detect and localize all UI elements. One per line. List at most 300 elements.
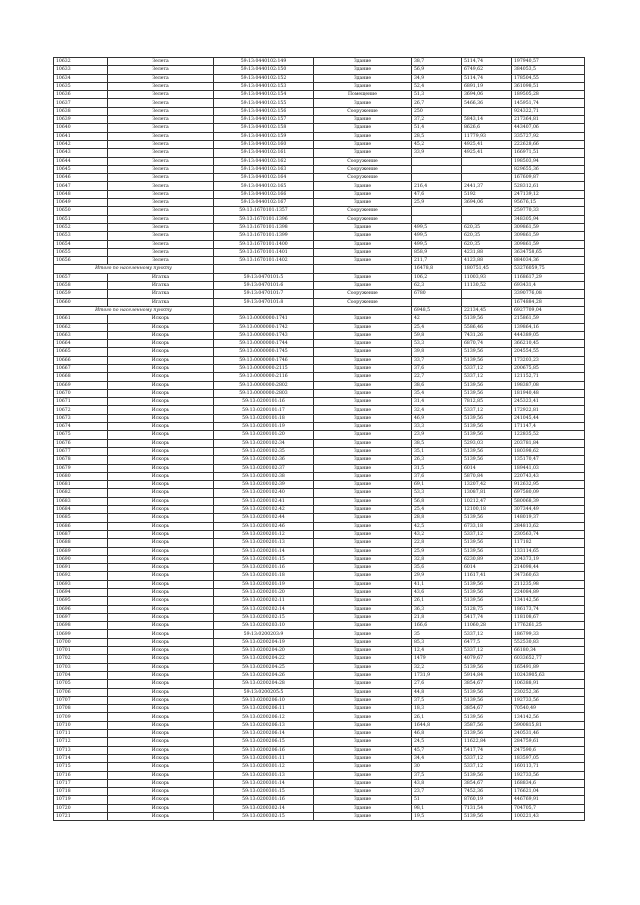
table-row [54,431,585,439]
locality-cell: Искорь [108,589,214,597]
cadastral-value-cell: 3390776,08 [512,290,585,298]
area-cell: 43,8 [412,779,462,787]
cadastral-number-cell: 59:13:0000000:1742 [214,323,314,331]
object-type-cell: Помещение [314,91,412,99]
locality-cell: Искорь [108,506,214,514]
cadastral-value-cell: 189505,28 [512,91,585,99]
locality-cell: Искорь [108,605,214,613]
locality-cell: Искорь [108,398,214,406]
cadastral-number-cell: 59:13:0000000:2803 [214,389,314,397]
cadastral-value-cell: 924322,71 [512,107,585,115]
row-number: 10637 [54,99,108,107]
cadastral-value-cell: 10243905,63 [512,671,585,679]
rate-cell: 11003,93 [462,273,512,281]
area-cell: 51,4 [412,124,462,132]
rate-cell [462,290,512,298]
row-number: 10642 [54,140,108,148]
table-row [54,730,585,738]
table-row [54,348,585,356]
cadastral-number-cell: 59:13:0200206:15 [214,738,314,746]
subtotal-label: Итого по населенному пункту [54,306,214,314]
object-type-cell: Здание [314,282,412,290]
rate-cell: 3694,06 [462,91,512,99]
locality-cell: Зелета [108,99,214,107]
table-row [54,215,585,223]
rate-cell: 11622,84 [462,738,512,746]
table-row [54,323,585,331]
area-cell: 25,9 [412,547,462,555]
cadastral-value-cell: 203781,84 [512,439,585,447]
locality-cell: Зелета [108,149,214,157]
row-number: 10716 [54,771,108,779]
cadastral-value-cell: 348305,94 [512,215,585,223]
table-row [54,497,585,505]
area-cell: 39,8 [412,348,462,356]
rate-cell: 4079,67 [462,655,512,663]
area-cell: 33,7 [412,356,462,364]
row-number: 10707 [54,696,108,704]
row-number: 10644 [54,157,108,165]
table-row [54,456,585,464]
row-number: 10669 [54,381,108,389]
locality-cell: Искорь [108,323,214,331]
area-cell: 44,8 [412,688,462,696]
locality-cell: Искорь [108,406,214,414]
rate-cell: 5139,56 [462,456,512,464]
rate-cell: 5870,84 [462,472,512,480]
table-row [54,58,585,66]
object-type-cell: Здание [314,82,412,90]
cadastral-number-cell: 59:13:0000000:2116 [214,373,314,381]
row-number: 10635 [54,82,108,90]
cadastral-number-cell: 59:13:0470101:7 [214,290,314,298]
locality-cell: Зелета [108,248,214,256]
row-number: 10712 [54,738,108,746]
rate-cell: 5139,56 [462,597,512,605]
object-type-cell: Здание [314,746,412,754]
cadastral-number-cell: 59:13:0440102:163 [214,165,314,173]
table-row [54,788,585,796]
table-row [54,182,585,190]
cadastral-value-cell: 230563,74 [512,530,585,538]
locality-cell: Искорь [108,655,214,663]
table-row [54,464,585,472]
rate-cell: 5139,56 [462,423,512,431]
table-row [54,671,585,679]
object-type-cell: Здание [314,522,412,530]
area-cell: 166,6 [412,622,462,630]
cadastral-number-cell: 59:13:0200206:10 [214,696,314,704]
cadastral-value-cell: 366210,45 [512,340,585,348]
table-row [54,140,585,148]
locality-cell: Зелета [108,66,214,74]
locality-cell: Зелета [108,157,214,165]
cadastral-value-cell: 259770,33 [512,207,585,215]
cadastral-value-cell: 580068,39 [512,497,585,505]
row-number: 10715 [54,763,108,771]
rate-cell: 5139,56 [462,580,512,588]
locality-cell: Искорь [108,796,214,804]
table-row [54,754,585,762]
locality-cell: Искорь [108,539,214,547]
table-row [54,655,585,663]
row-number: 10689 [54,547,108,555]
rate-cell: 3854,67 [462,705,512,713]
area-cell: 98,1 [412,804,462,812]
row-number: 10674 [54,423,108,431]
rate-cell: 5139,56 [462,315,512,323]
object-type-cell: Здание [314,721,412,729]
object-type-cell: Здание [314,364,412,372]
cadastral-value-cell: 135170,47 [512,456,585,464]
cadastral-value-cell: 117182 [512,539,585,547]
table-row [54,66,585,74]
table-row [54,605,585,613]
cadastral-number-cell: 59:13:0200201:20 [214,589,314,597]
object-type-cell: Здание [314,58,412,66]
rate-cell: 5417,74 [462,613,512,621]
cadastral-value-cell: 198503,94 [512,157,585,165]
cadastral-value-cell: 148019,37 [512,514,585,522]
area-cell: 28,5 [412,132,462,140]
object-type-cell: Здание [314,472,412,480]
cadastral-number-cell: 59:13:1670101:1402 [214,257,314,265]
cadastral-number-cell: 59:13:0200102:42 [214,506,314,514]
area-cell: 38,6 [412,381,462,389]
locality-cell: Искорь [108,530,214,538]
object-type-cell: Здание [314,315,412,323]
cadastral-value-cell: 189441,03 [512,464,585,472]
area-cell: 45,7 [412,746,462,754]
cadastral-value-cell: 309861,59 [512,240,585,248]
object-type-cell: Здание [314,779,412,787]
rate-cell: 5843,14 [462,116,512,124]
row-number: 10702 [54,655,108,663]
cadastral-number-cell: 59:13:0440102:159 [214,132,314,140]
cadastral-number-cell: 59:13:0200101:18 [214,414,314,422]
table-row [54,381,585,389]
area-cell: 250 [412,107,462,115]
cadastral-number-cell: 59:13:0470101:6 [214,282,314,290]
area-cell: 33,3 [412,423,462,431]
rate-cell: 5139,56 [462,589,512,597]
object-type-cell: Здание [314,99,412,107]
object-type-cell: Здание [314,232,412,240]
locality-cell: Искорь [108,580,214,588]
area-cell: 499,5 [412,223,462,231]
empty-cell [314,306,412,314]
cadastral-number-cell: 59:13:0470101:5 [214,273,314,281]
cadastral-number-cell: 59:13:0440102:161 [214,149,314,157]
cadastral-number-cell: 59:13:0200202:15 [214,613,314,621]
cadastral-value-cell: 171147,4 [512,423,585,431]
cadastral-number-cell: 59:13:0200102:39 [214,481,314,489]
cadastral-value-cell: 6033652,77 [512,655,585,663]
cadastral-value-cell: 133114,65 [512,547,585,555]
table-row [54,447,585,455]
table-row [54,331,585,339]
area-cell [412,174,462,182]
table-row [54,539,585,547]
locality-cell: Искорь [108,746,214,754]
area-cell [412,157,462,165]
object-type-cell: Здание [314,273,412,281]
area-cell: 12,4 [412,647,462,655]
object-type-cell: Сооружение [314,174,412,182]
cadastral-number-cell: 59:13:0440102:167 [214,199,314,207]
object-type-cell: Здание [314,447,412,455]
table-row [54,199,585,207]
cadastral-value-cell: 192733,56 [512,771,585,779]
cadastral-value-cell: 3634758,65 [512,248,585,256]
area-cell: 53,3 [412,340,462,348]
table-row [54,99,585,107]
rate-cell: 7131,54 [462,804,512,812]
object-type-cell: Здание [314,464,412,472]
cadastral-number-cell: 59:13:0000000:1743 [214,331,314,339]
locality-cell: Искорь [108,572,214,580]
locality-cell: Искорь [108,647,214,655]
object-type-cell: Здание [314,140,412,148]
rate-cell: 5139,56 [462,348,512,356]
cadastral-value-cell: 176621,04 [512,788,585,796]
object-type-cell: Здание [314,763,412,771]
table-row [54,223,585,231]
locality-cell: Зелета [108,215,214,223]
row-number: 10673 [54,414,108,422]
object-type-cell: Здание [314,340,412,348]
table-row [54,630,585,638]
object-type-cell: Сооружение [314,165,412,173]
area-cell: 34,9 [412,74,462,82]
cadastral-number-cell: 59:13:0200201:16 [214,564,314,572]
cadastral-value-cell: 172922,81 [512,406,585,414]
table-row [54,647,585,655]
object-type-cell: Здание [314,613,412,621]
table-row [54,746,585,754]
table-row [54,91,585,99]
cadastral-value-cell: 444389,05 [512,331,585,339]
table-row [54,779,585,787]
cadastral-number-cell: 59:13:0440102:149 [214,58,314,66]
area-cell: 37,2 [412,116,462,124]
table-row [54,174,585,182]
rate-cell: 5192 [462,190,512,198]
cadastral-number-cell: 59:13:0440102:155 [214,99,314,107]
cadastral-number-cell: 59:13:1670101:1398 [214,223,314,231]
rate-cell: 5139,56 [462,381,512,389]
locality-cell: Зелета [108,240,214,248]
locality-cell: Искорь [108,331,214,339]
rate-cell: 11130,52 [462,282,512,290]
row-number: 10717 [54,779,108,787]
area-cell: 42,5 [412,522,462,530]
cadastral-value-cell: 443407,06 [512,124,585,132]
area-cell: 51 [412,796,462,804]
area-cell: 25,4 [412,323,462,331]
cadastral-number-cell: 59:13:0440102:158 [214,124,314,132]
locality-cell: Зелета [108,165,214,173]
rate-cell: 6891,19 [462,82,512,90]
area-cell: 46,8 [412,730,462,738]
locality-cell: Искорь [108,630,214,638]
area-cell: 38,5 [412,439,462,447]
cadastral-value-cell: 884034,36 [512,257,585,265]
area-cell: 31,4 [412,398,462,406]
area-cell: 22,7 [412,373,462,381]
object-type-cell: Здание [314,589,412,597]
locality-cell: Искорь [108,340,214,348]
row-number: 10638 [54,107,108,115]
cadastral-number-cell: 59:13:0440102:165 [214,182,314,190]
row-number: 10683 [54,497,108,505]
cadastral-value-cell: 552530,83 [512,638,585,646]
row-number: 10641 [54,132,108,140]
cadastral-value-cell: 361098,51 [512,82,585,90]
locality-cell: Искорь [108,356,214,364]
locality-cell: Искорь [108,680,214,688]
cadastral-number-cell: 59:13:0200204:22 [214,655,314,663]
rate-cell: 5139,56 [462,771,512,779]
cadastral-number-cell: 59:13:0200204:26 [214,671,314,679]
object-type-cell: Здание [314,199,412,207]
cadastral-number-cell: 59:13:0440102:160 [214,140,314,148]
object-type-cell: Сооружение [314,290,412,298]
locality-cell: Зелета [108,207,214,215]
area-cell: 47,6 [412,190,462,198]
cadastral-value-cell: 307344,49 [512,506,585,514]
rate-cell: 2441,37 [462,182,512,190]
object-type-cell: Здание [314,431,412,439]
area-cell [412,298,462,306]
area-cell: 31,5 [412,464,462,472]
object-type-cell: Здание [314,373,412,381]
cadastral-value-cell: 200675,85 [512,364,585,372]
object-type-cell: Здание [314,572,412,580]
area-cell: 37,5 [412,771,462,779]
table-row [54,364,585,372]
rate-cell: 5337,12 [462,406,512,414]
cadastral-number-cell: 59:13:0200102:38 [214,472,314,480]
area-cell: 23,9 [412,431,462,439]
area-cell: 36,3 [412,605,462,613]
table-row [54,207,585,215]
locality-cell: Искорь [108,564,214,572]
locality-cell: Искорь [108,423,214,431]
cadastral-value-cell: 335727,92 [512,132,585,140]
area-cell: 27,6 [412,680,462,688]
cadastral-number-cell: 59:13:0000000:2115 [214,364,314,372]
subtotal-value: 53276059,75 [512,265,585,273]
cadastral-value-cell: 165491,89 [512,663,585,671]
rate-cell: 3854,67 [462,779,512,787]
area-cell: 25,9 [412,199,462,207]
cadastral-value-cell: 145951,74 [512,99,585,107]
cadastral-value-cell: 204373,19 [512,555,585,563]
table-row [54,796,585,804]
table-row [54,721,585,729]
cadastral-number-cell: 59:13:1670101:1396 [214,215,314,223]
row-number: 10677 [54,447,108,455]
area-cell: 18,3 [412,705,462,713]
cadastral-value-cell: 215861,59 [512,315,585,323]
empty-cell [214,265,314,273]
table-row [54,165,585,173]
row-number: 10658 [54,282,108,290]
cadastral-number-cell: 59:13:0000000:1741 [214,315,314,323]
rate-cell: 620,35 [462,232,512,240]
cadastral-number-cell: 59:13:0200301:14 [214,779,314,787]
table-row [54,273,585,281]
rate-cell: 5337,12 [462,373,512,381]
area-cell: 37,5 [412,696,462,704]
row-number: 10691 [54,564,108,572]
area-cell: 41,1 [412,580,462,588]
rate-cell: 620,35 [462,240,512,248]
cadastral-value-cell: 446769,91 [512,796,585,804]
cadastral-value-cell: 160113,71 [512,763,585,771]
table-row [54,190,585,198]
locality-cell: Искорь [108,522,214,530]
locality-cell: Искорь [108,381,214,389]
row-number: 10706 [54,688,108,696]
object-type-cell: Здание [314,348,412,356]
row-number: 10681 [54,481,108,489]
row-number: 10714 [54,754,108,762]
table-row [54,696,585,704]
row-number: 10721 [54,813,108,821]
cadastral-number-cell: 59:13:0200204:20 [214,647,314,655]
area-cell: 1479 [412,655,462,663]
area-cell: 53,3 [412,489,462,497]
locality-cell: Искорь [108,439,214,447]
row-number: 10634 [54,74,108,82]
table-row [54,290,585,298]
object-type-cell: Здание [314,398,412,406]
row-number: 10713 [54,746,108,754]
cadastral-number-cell: 59:13:0200301:11 [214,754,314,762]
table-row [54,738,585,746]
locality-cell: Искорь [108,555,214,563]
rate-cell [462,157,512,165]
row-number: 10640 [54,124,108,132]
area-cell: 35,4 [412,389,462,397]
object-type-cell: Здание [314,754,412,762]
locality-cell: Искорь [108,763,214,771]
table-row [54,804,585,812]
table-row [54,688,585,696]
area-cell: 1644,8 [412,721,462,729]
locality-cell: Искорь [108,456,214,464]
cadastral-number-cell: 59:13:0200102:46 [214,522,314,530]
cadastral-number-cell: 59:13:0200301:15 [214,788,314,796]
cadastral-number-cell: 59:13:0440102:152 [214,74,314,82]
row-number: 10645 [54,165,108,173]
cadastral-value-cell: 106388,91 [512,680,585,688]
cadastral-value-cell: 247590,6 [512,746,585,754]
locality-cell: Зелета [108,199,214,207]
cadastral-number-cell: 59:13:0440102:164 [214,174,314,182]
table-row [54,564,585,572]
rate-cell: 6230,89 [462,555,512,563]
row-number: 10667 [54,364,108,372]
object-type-cell: Здание [314,439,412,447]
rate-cell: 5914,84 [462,671,512,679]
area-cell: 62,3 [412,282,462,290]
object-type-cell: Здание [314,638,412,646]
row-number: 10719 [54,796,108,804]
cadastral-number-cell: 59:13:0200301:16 [214,796,314,804]
